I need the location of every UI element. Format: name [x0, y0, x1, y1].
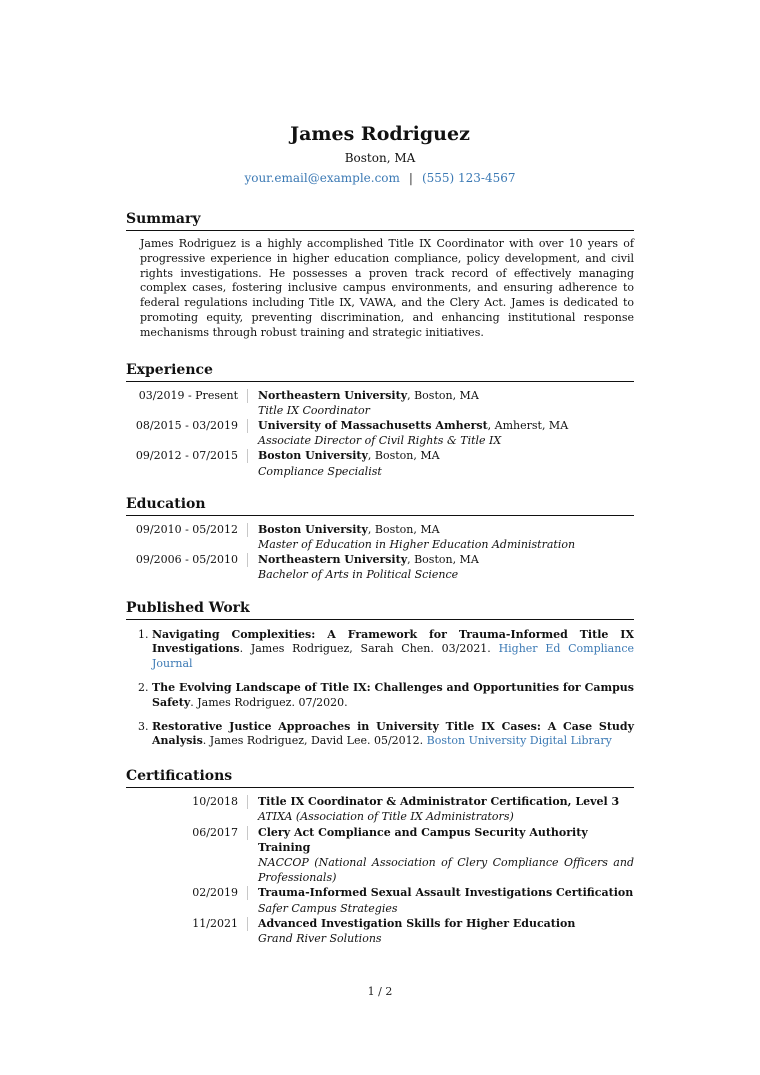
certification-issuer: ATIXA (Association of Title IX Administrators)	[258, 810, 514, 824]
entry-date: 06/2017	[126, 826, 248, 840]
entry-location: , Boston, MA	[367, 522, 440, 536]
publication-title: The Evolving Landscape of Title IX: Challenges and Opportunities for Campus Safety	[152, 681, 634, 709]
publication-details: . James Rodriguez, David Lee. 05/2012.	[202, 734, 427, 748]
entry-location: , Boston, MA	[367, 449, 440, 463]
section-title-publications: Published Work	[126, 599, 634, 620]
publication-title: Navigating Complexities: A Framework for Trauma-Informed Title IX Investigations	[152, 627, 634, 656]
certifications-section	[126, 767, 634, 946]
summary-section	[126, 210, 634, 341]
entry-body	[258, 916, 634, 946]
entry-role: Compliance Specialist	[258, 464, 382, 478]
education-entry	[126, 552, 634, 582]
publication-details: . James Rodriguez, Sarah Chen. 03/2021.	[239, 642, 499, 656]
entry-role: Title IX Coordinator	[258, 403, 370, 417]
entry-location: , Boston, MA	[407, 553, 479, 567]
certification-entry	[126, 916, 634, 946]
experience-section	[126, 361, 634, 479]
resume-page	[126, 118, 634, 946]
entry-body	[258, 885, 634, 915]
certification-issuer: NACCOP (National Association of Clery Compliance Officers and Professionals)	[258, 856, 634, 885]
experience-list	[126, 388, 634, 479]
publication-item	[152, 681, 634, 711]
entry-date: 10/2018	[126, 795, 248, 809]
publication-item	[152, 720, 634, 750]
entry-organization: Boston University	[258, 449, 368, 463]
candidate-name: James Rodriguez	[290, 123, 470, 145]
certification-entry	[126, 885, 634, 915]
entry-location: , Boston, MA	[407, 388, 479, 402]
entry-body	[258, 794, 634, 824]
email-link[interactable]: your.email@example.com	[244, 171, 400, 185]
entry-date: 02/2019	[126, 886, 248, 900]
summary-text: James Rodriguez is a highly accomplished Title IX Coordinator with over 10 years of progressive experience in higher education compliance, policy development, and civil rights investigations. He possesses a proven track record of effectively managing complex cases, fostering inclusive campus environments, and ensuring adherence to federal regulations including Title IX, VAWA, and the Clery Act. James is dedicated to promoting equity, preventing discrimination, and enhancing institutional response mechanisms through robust training and strategic initiatives.	[140, 237, 634, 339]
certification-entry	[126, 825, 634, 886]
certification-list	[126, 794, 634, 946]
certification-name: Title IX Coordinator & Administrator Certification, Level 3	[258, 795, 620, 809]
certification-name: Advanced Investigation Skills for Higher Education	[258, 916, 576, 930]
entry-degree: Bachelor of Arts in Political Science	[258, 568, 459, 582]
experience-entry	[126, 418, 634, 448]
education-list	[126, 522, 634, 583]
publication-details: . James Rodriguez. 07/2020.	[190, 695, 348, 709]
entry-date: 09/2006 - 05/2010	[126, 553, 248, 567]
section-title-experience: Experience	[126, 361, 634, 382]
contact-line	[126, 170, 634, 186]
entry-body	[258, 522, 634, 552]
publication-item	[152, 628, 634, 672]
certification-entry	[126, 794, 634, 824]
entry-organization: University of Massachusetts Amherst	[258, 418, 488, 432]
certification-issuer: Safer Campus Strategies	[258, 901, 398, 915]
page-number: 1 / 2	[367, 985, 393, 998]
publication-link[interactable]: Boston University Digital Library	[426, 734, 612, 748]
entry-date: 09/2010 - 05/2012	[126, 523, 248, 537]
section-title-certifications: Certifications	[126, 767, 634, 788]
entry-body	[258, 552, 634, 582]
candidate-location: Boston, MA	[344, 151, 416, 165]
entry-body	[258, 825, 634, 886]
publication-title: Restorative Justice Approaches in University Title IX Cases: A Case Study Analysis	[152, 719, 634, 748]
section-title-summary: Summary	[126, 210, 634, 231]
resume-header	[126, 120, 634, 186]
entry-institution: Northeastern University	[258, 553, 408, 567]
experience-entry	[126, 388, 634, 418]
certification-name: Clery Act Compliance and Campus Security Authority Training	[258, 825, 588, 854]
entry-date: 03/2019 - Present	[126, 389, 248, 403]
publication-list	[126, 628, 634, 750]
certification-name: Trauma-Informed Sexual Assault Investigations Certification	[258, 886, 634, 900]
entry-role: Associate Director of Civil Rights & Title IX	[258, 434, 502, 448]
entry-degree: Master of Education in Higher Education Administration	[258, 538, 576, 551]
entry-institution: Boston University	[258, 522, 368, 536]
education-entry	[126, 522, 634, 552]
publication-link[interactable]: Higher Ed Compliance Journal	[152, 642, 634, 671]
entry-date: 08/2015 - 03/2019	[126, 419, 248, 433]
experience-entry	[126, 448, 634, 478]
education-section	[126, 495, 634, 583]
entry-body	[258, 448, 634, 478]
entry-date: 09/2012 - 07/2015	[126, 449, 248, 463]
entry-body	[258, 418, 634, 448]
contact-separator: |	[408, 171, 413, 185]
publications-section	[126, 599, 634, 750]
entry-body	[258, 388, 634, 418]
entry-location: , Amherst, MA	[487, 418, 569, 432]
section-title-education: Education	[126, 495, 634, 516]
certification-issuer: Grand River Solutions	[258, 932, 382, 946]
entry-date: 11/2021	[126, 917, 248, 931]
entry-organization: Northeastern University	[258, 388, 408, 402]
phone-link[interactable]: (555) 123-4567	[421, 171, 516, 185]
